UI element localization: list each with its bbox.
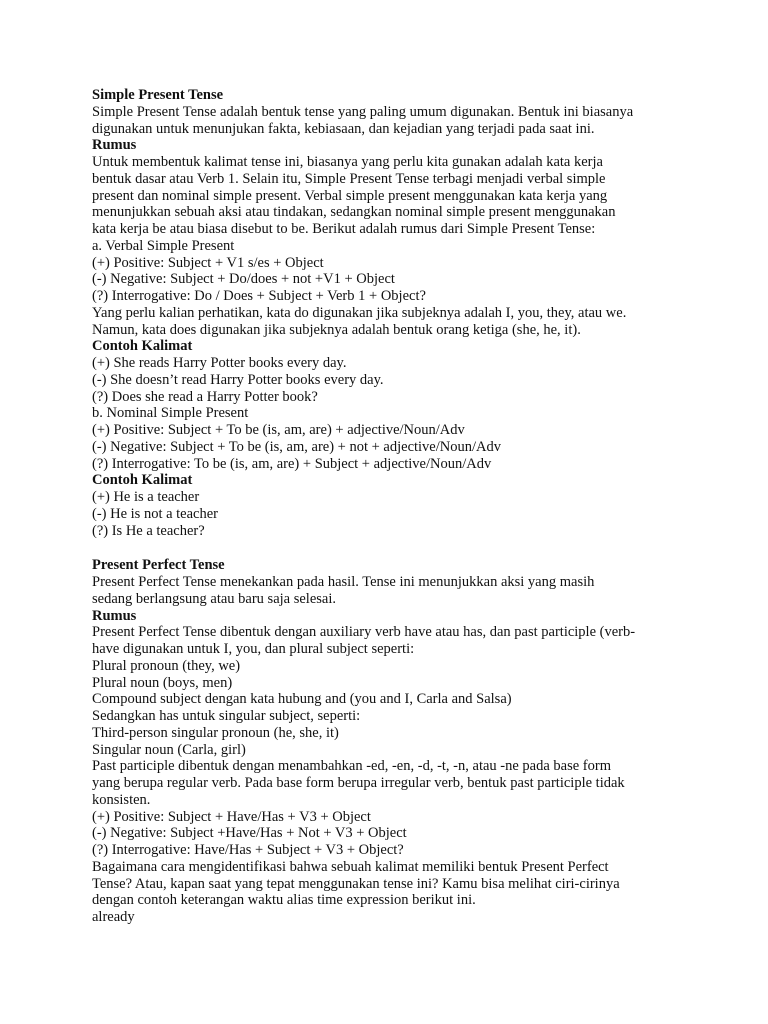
paragraph-line: Plural noun (boys, men) (92, 674, 233, 691)
formula-line: (-) Negative: Subject +Have/Has + Not + V3 + Object (92, 825, 407, 842)
paragraph-line: Singular noun (Carla, girl) (92, 741, 246, 758)
formula-line: (?) Interrogative: To be (is, am, are) + Subject + adjective/Noun/Adv (92, 455, 492, 472)
paragraph-line: konsisten. (92, 791, 151, 808)
subheading-nominal: b. Nominal Simple Present (92, 405, 249, 422)
paragraph-line: yang berupa regular verb. Pada base form berupa irregular verb, bentuk past participle tidak (92, 775, 625, 791)
section-title-simple-present: Simple Present Tense (92, 87, 224, 103)
rumus-heading: Rumus (92, 607, 137, 624)
paragraph-line: digunakan untuk menunjukan fakta, kebiasaan, dan kejadian yang terjadi pada saat ini. (92, 120, 595, 137)
paragraph-line: Compound subject dengan kata hubung and (you and I, Carla and Salsa) (92, 691, 512, 708)
subheading-verbal: a. Verbal Simple Present (92, 237, 235, 254)
paragraph-line: dengan contoh keterangan waktu alias time expression berikut ini. (92, 892, 476, 909)
paragraph-line: Third-person singular pronoun (he, she, it) (92, 724, 339, 741)
formula-line: (-) Negative: Subject + To be (is, am, are) + not + adjective/Noun/Adv (92, 438, 501, 455)
formula-line: (-) Negative: Subject + Do/does + not +V1 + Object (92, 271, 395, 288)
formula-line: (?) Interrogative: Do / Does + Subject + Verb 1 + Object? (92, 288, 426, 304)
paragraph-line: sedang berlangsung atau baru saja selesai. (92, 590, 336, 607)
paragraph-line: present dan nominal simple present. Verbal simple present menggunakan kata kerja yang (92, 187, 608, 204)
example-line: (?) Does she read a Harry Potter book? (92, 388, 318, 405)
example-line: (?) Is He a teacher? (92, 522, 205, 539)
formula-line: (+) Positive: Subject + To be (is, am, are) + adjective/Noun/Adv (92, 422, 465, 438)
section-spacer (92, 539, 708, 557)
paragraph-line: Sedangkan has untuk singular subject, seperti: (92, 708, 361, 724)
paragraph-line: Plural pronoun (they, we) (92, 657, 241, 674)
paragraph-line: Present Perfect Tense menekankan pada hasil. Tense ini menunjukkan aksi yang masih (92, 574, 595, 590)
contoh-heading: Contoh Kalimat (92, 338, 193, 355)
paragraph-line: Namun, kata does digunakan jika subjeknya adalah bentuk orang ketiga (she, he, it). (92, 321, 581, 338)
paragraph-line: already (92, 909, 135, 925)
paragraph-line: Tense? Atau, kapan saat yang tepat menggunakan tense ini? Kamu bisa melihat ciri-cirinya (92, 875, 620, 892)
example-line: (+) He is a teacher (92, 489, 200, 505)
paragraph-line: bentuk dasar atau Verb 1. Selain itu, Simple Present Tense terbagi menjadi verbal simple (92, 170, 606, 187)
paragraph-line: Untuk membentuk kalimat tense ini, biasanya yang perlu kita gunakan adalah kata kerja (92, 154, 603, 170)
paragraph-line: have digunakan untuk I, you, dan plural subject seperti: (92, 641, 415, 657)
example-line: (+) She reads Harry Potter books every day. (92, 355, 347, 371)
rumus-heading: Rumus (92, 137, 137, 154)
paragraph-line: Present Perfect Tense dibentuk dengan auxiliary verb have atau has, dan past participle (verb- (92, 624, 636, 641)
section-title-present-perfect: Present Perfect Tense (92, 557, 225, 574)
formula-line: (?) Interrogative: Have/Has + Subject + V3 + Object? (92, 842, 404, 858)
example-line: (-) He is not a teacher (92, 505, 219, 522)
paragraph-line: kata kerja be atau biasa disebut to be. Berikut adalah rumus dari Simple Present Tense: (92, 221, 596, 237)
formula-line: (+) Positive: Subject + V1 s/es + Object (92, 254, 324, 271)
example-line: (-) She doesn’t read Harry Potter books every day. (92, 371, 384, 388)
paragraph-line: Yang perlu kalian perhatikan, kata do digunakan jika subjeknya adalah I, you, they, atau we. (92, 304, 627, 321)
paragraph-line: Past participle dibentuk dengan menambahkan -ed, -en, -d, -t, -n, atau -ne pada base form (92, 758, 611, 775)
paragraph-line: Bagaimana cara mengidentifikasi bahwa sebuah kalimat memiliki bentuk Present Perfect (92, 858, 609, 875)
contoh-heading: Contoh Kalimat (92, 472, 193, 489)
paragraph-line: menunjukkan sebuah aksi atau tindakan, sedangkan nominal simple present menggunakan (92, 204, 616, 221)
paragraph-line: Simple Present Tense adalah bentuk tense yang paling umum digunakan. Bentuk ini biasanya (92, 103, 634, 120)
formula-line: (+) Positive: Subject + Have/Has + V3 + Object (92, 808, 371, 825)
